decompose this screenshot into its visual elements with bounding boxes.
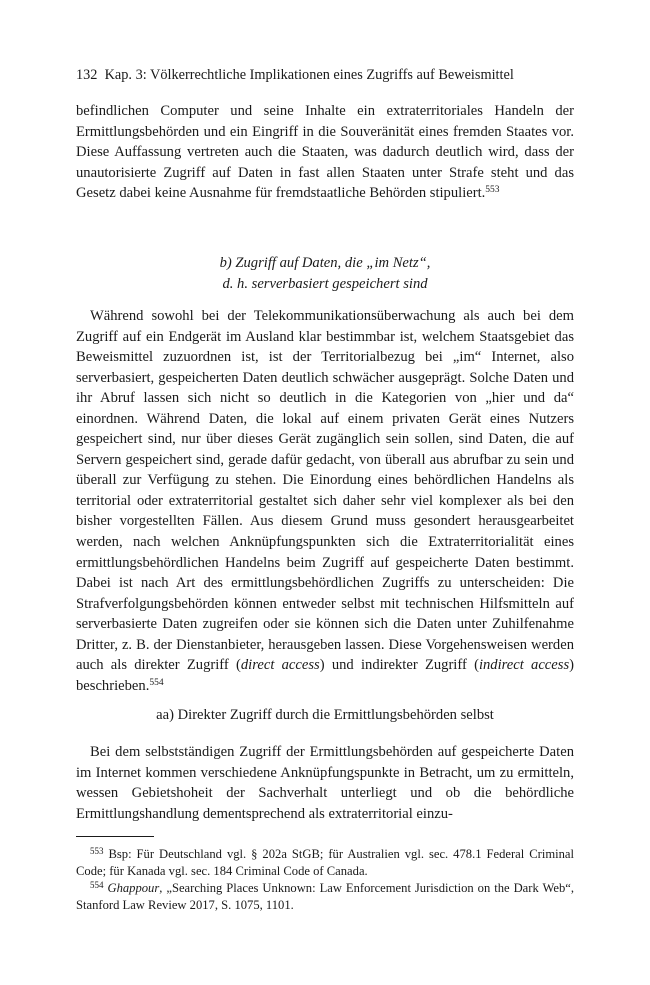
footnote-ref-554[interactable]: 554 bbox=[149, 677, 164, 688]
footnote-ref-553[interactable]: 553 bbox=[485, 185, 500, 196]
footnotes bbox=[76, 846, 574, 914]
paragraph-text: Während sowohl bei der Telekommunikationsüberwachung als auch bei dem Zugriff auf ein Endgerät im Ausland klar bestimmbar ist, welchem Staatsgebiet das Beweismittel zuzuordnen ist, ist der Territorialbezug bei „im“ Internet, also serverbasiert, gespeicherten Daten deutlich schwächer ausgeprägt. Solche Daten und ihr Abruf lassen sich nicht so deutlich in die Kategorien von „hier und da“ einordnen. Während Daten, die lokal auf einem privaten Gerät eines Nutzers gespeichert sind, nur über dieses Gerät zugänglich sein sollen, sind Daten, die auf Servern gespeichert sind, gerade dafür gedacht, von überall aus abrufbar zu sein und überall zur Verfügung zu stehen. Die Einordung eines behördlichen Handelns als territorial oder extraterritorial gestaltet sich daher sehr viel komplexer als bei den bisher vorgestellten Fällen. Aus diesem Grund muss gesondert herausgearbeitet werden, nach welchen Anknüpfungspunkten sich die Extraterritorialität eines ermittlungsbehördlichen Handelns beim Zugriff auf gespeicherte Daten bestimmt. Dabei ist nach Art des ermittlungsbehördlichen Zugriffs zu unterscheiden: Die Strafverfolgungsbehörden können entweder selbst mit technischen Hilfsmitteln auf serverbasierte Daten zugreifen oder sie können sich die Daten unter Zuhilfenahme Dritter, z. B. der Dienstanbieter, herausgeben lassen. Diese Vorgehensweisen werden auch als direkter Zugriff ( bbox=[76, 308, 574, 674]
paragraph-text: befindlichen Computer und seine Inhalte ein extraterritoriales Handeln der Ermittlungsbehörden und ein Eingriff in die Souveränität eines fremden Staates vor. Diese Auffassung vertreten auch die Staaten, was dadurch deutlich wird, dass der unautorisierte Zugriff auf Daten in fast allen Staaten unter Strafe steht und das Gesetz dabei keine Ausnahme für fremdstaatliche Behörden stipuliert. bbox=[76, 103, 574, 202]
paragraph-serverbasiert bbox=[76, 306, 574, 696]
paragraph-text: Bei dem selbstständigen Zugriff der Ermittlungsbehörden auf gespeicherte Daten im Internet kommen verschiedene Anknüpfungspunkte in Betracht, um zu ermitteln, wessen Gebietshoheit der Sachverhalt unterliegt und ob die behördliche Ermittlungshandlung dementsprechend als extraterritorial einzu- bbox=[76, 744, 574, 822]
footnote-number: 553 bbox=[90, 846, 104, 856]
footnote-553 bbox=[76, 846, 574, 880]
term-indirect-access: indirect access bbox=[478, 657, 570, 674]
heading-line-2: d. h. serverbasiert gespeichert sind bbox=[222, 275, 428, 292]
heading-line-1: b) Zugriff auf Daten, die „im Netz“, bbox=[219, 255, 431, 271]
running-title: Kap. 3: Völkerrechtliche Implikationen eines Zugriffs auf Beweismittel bbox=[104, 67, 514, 83]
footnote-text: Bsp: Für Deutschland vgl. § 202a StGB; für Australien vgl. sec. 478.1 Federal Criminal Code; für Kanada vgl. sec. 184 Criminal Code of Canada. bbox=[76, 847, 574, 878]
footnote-554 bbox=[76, 880, 574, 914]
page-number: 132 bbox=[76, 67, 98, 83]
footnote-author: Ghappour bbox=[107, 881, 160, 895]
term-direct-access: direct access bbox=[240, 657, 320, 674]
paragraph-text-end: ) beschrieben. bbox=[76, 657, 574, 694]
footnote-separator bbox=[76, 836, 154, 837]
paragraph-continuation bbox=[76, 101, 574, 204]
paragraph-text-mid: ) und indirekter Zugriff ( bbox=[319, 657, 479, 674]
footnote-text: , „Searching Places Unknown: Law Enforcement Jurisdiction on the Dark Web“, Stanford Law Review 2017, S. 1075, 1101. bbox=[76, 881, 574, 912]
footnote-number: 554 bbox=[90, 880, 104, 890]
running-header bbox=[76, 66, 574, 84]
paragraph-direkter-zugriff bbox=[76, 742, 574, 824]
section-heading-aa: aa) Direkter Zugriff durch die Ermittlungsbehörden selbst bbox=[156, 707, 494, 723]
section-heading-b bbox=[76, 253, 574, 294]
